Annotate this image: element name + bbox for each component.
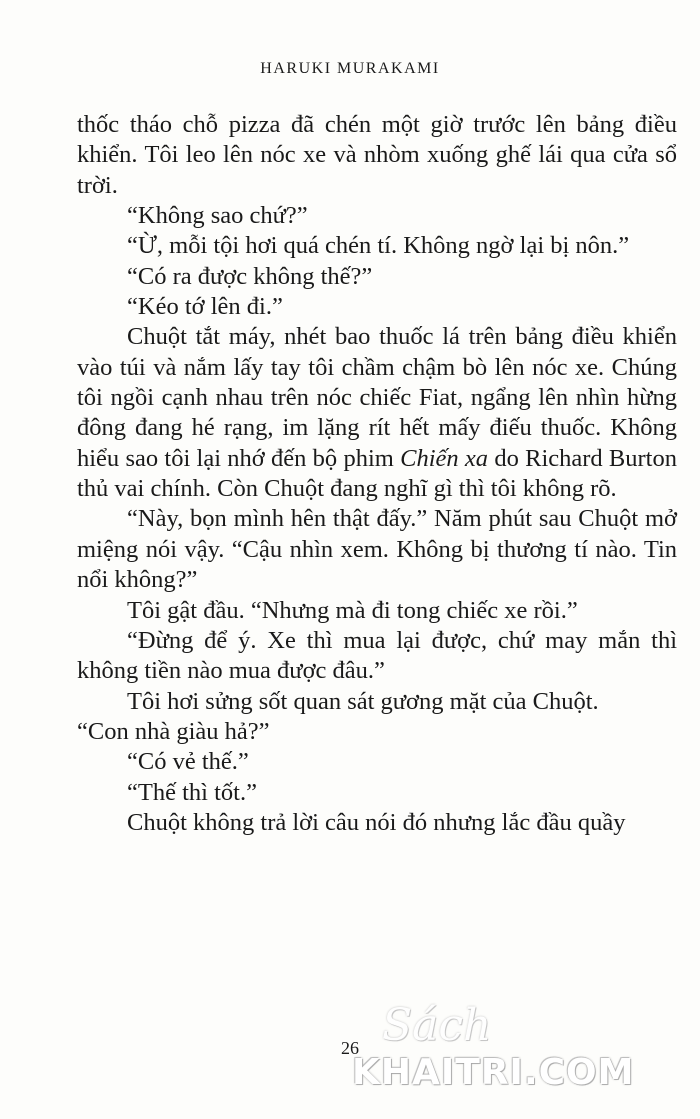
watermark-logo — [352, 1000, 692, 1110]
paragraph: “Thế thì tốt.” — [127, 778, 257, 806]
paragraph — [77, 322, 677, 504]
page-number: 26 — [341, 1038, 359, 1058]
running-header: HARUKI MURAKAMI — [260, 60, 440, 77]
paragraph: Tôi hơi sửng sốt quan sát gương mặt của Chuột. — [127, 687, 599, 715]
film-title: Chiến xa — [400, 444, 489, 472]
paragraph: “Có vẻ thế.” — [127, 748, 249, 776]
watermark-main: KHAITRI.COM — [352, 1052, 635, 1093]
paragraph: “Này, bọn mình hên thật đấy.” Năm phút sau Chuột mở miệng nói vậy. “Cậu nhìn xem. Không bị thương tí nào. Tin nổi không?” — [77, 505, 677, 594]
paragraph: “Không sao chứ?” — [127, 202, 308, 230]
paragraph: “Kéo tớ lên đi.” — [127, 293, 283, 321]
paragraph: “Đừng để ý. Xe thì mua lại được, chứ may mắn thì không tiền nào mua được đâu.” — [77, 626, 677, 685]
paragraph-text: do Richard Burton thủ vai chính. Còn Chuột đang nghĩ gì thì tôi không rõ. — [77, 444, 677, 503]
paragraph: Tôi gật đầu. “Nhưng mà đi tong chiếc xe rồi.” — [127, 596, 578, 624]
paragraph: Chuột không trả lời câu nói đó nhưng lắc đầu quầy — [127, 808, 626, 836]
paragraph: thốc tháo chỗ pizza đã chén một giờ trước lên bảng điều khiển. Tôi leo lên nóc xe và nhòm xuống ghế lái qua cửa sổ trời. — [77, 111, 677, 199]
paragraph: “Ừ, mỗi tội hơi quá chén tí. Không ngờ lại bị nôn.” — [127, 232, 630, 260]
paragraph: “Có ra được không thế?” — [127, 262, 373, 290]
paragraph: “Con nhà giàu hả?” — [77, 717, 270, 745]
body-text — [77, 110, 677, 838]
watermark-script: Sách — [382, 1000, 492, 1051]
paragraph-text: Chuột tắt máy, nhét bao thuốc lá trên bảng điều khiển vào túi và nắm lấy tay tôi chầm chậm bò lên nóc xe. Chúng tôi ngồi cạnh nhau trên nóc chiếc Fiat, ngẩng lên nhìn hừng đông đang hé rạng, im lặng rít hết mấy điếu thuốc. Không hiểu sao tôi lại nhớ đến bộ phim — [77, 323, 677, 472]
